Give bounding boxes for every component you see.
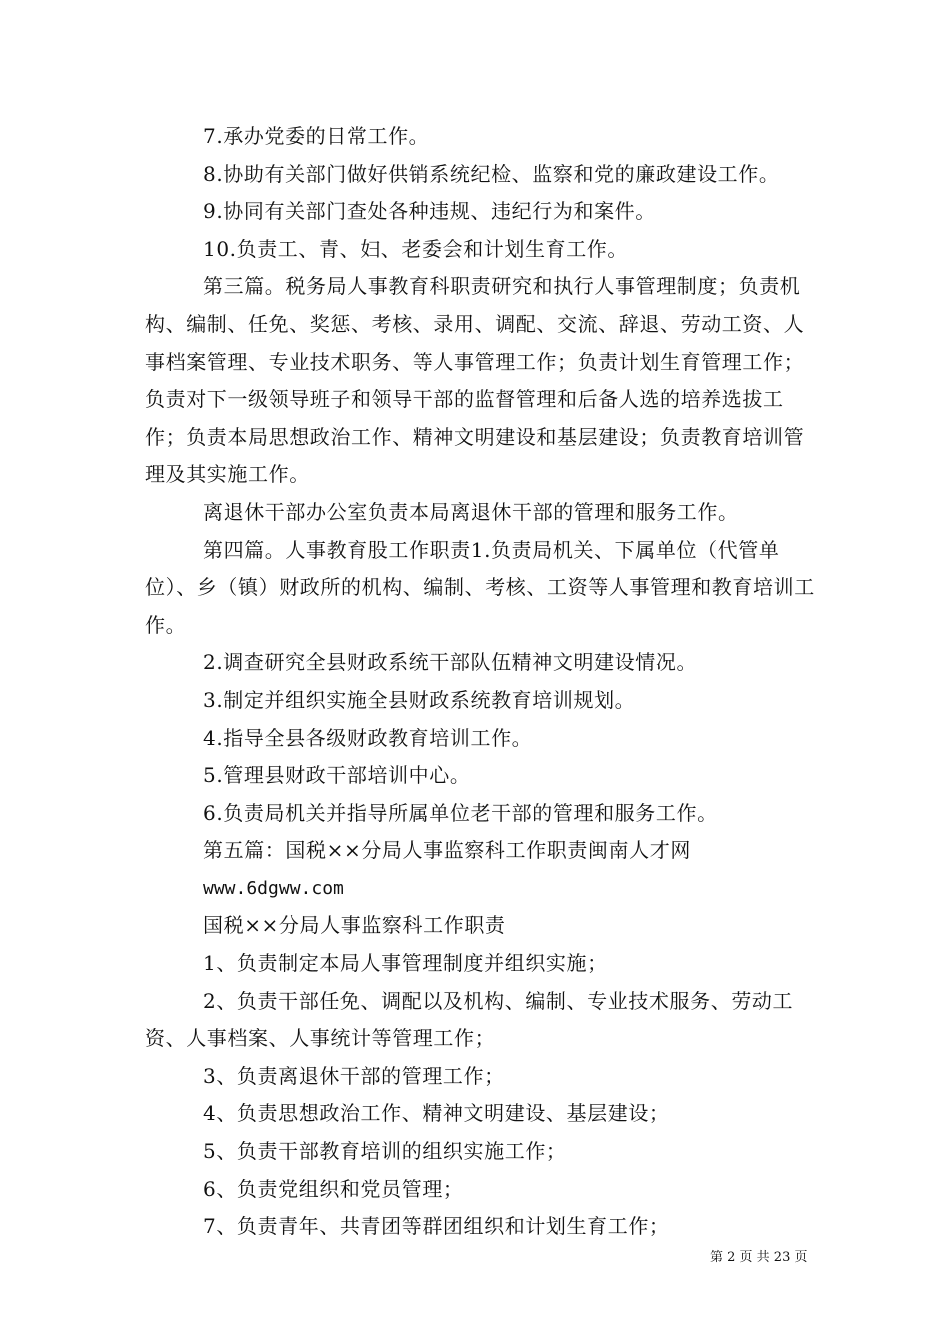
page-number-footer: 第 2 页 共 23 页 bbox=[710, 1250, 808, 1265]
paragraph-s5-item-7: 7、负责青年、共青团等群团组织和计划生育工作； bbox=[203, 1214, 670, 1239]
paragraph-s5-item-5: 5、负责干部教育培训的组织实施工作； bbox=[203, 1139, 567, 1164]
paragraph-section-3: 第三篇。税务局人事教育科职责研究和执行人事管理制度；负责机构、编制、任免、奖惩、考核、录用、调配、交流、辞退、劳动工资、人事档案管理、专业技术职务、等人事管理工作；负责计划生育管理工作；负责对下一级领导班子和领导干部的监督管理和后备人选的培养选拔工作；负责本局思想政治工作、精神文明建设和基层建设；负责教育培训管理及其实施工作。 bbox=[145, 274, 805, 487]
paragraph-section-4: 第四篇。人事教育股工作职责1.负责局机关、下属单位（代管单位）、乡（镇）财政所的机构、编制、考核、工资等人事管理和教育培训工作。 bbox=[145, 537, 815, 637]
paragraph-s5-item-3: 3、负责离退休干部的管理工作； bbox=[203, 1063, 505, 1088]
paragraph-s4-item-6: 6.负责局机关并指导所属单位老干部的管理和服务工作。 bbox=[203, 800, 718, 825]
paragraph-s5-item-6: 6、负责党组织和党员管理； bbox=[203, 1176, 464, 1201]
paragraph-s4-item-3: 3.制定并组织实施全县财政系统教育培训规划。 bbox=[203, 687, 636, 712]
paragraph-s4-item-5: 5.管理县财政干部培训中心。 bbox=[203, 763, 471, 788]
paragraph-item-9: 9.协同有关部门查处各种违规、违纪行为和案件。 bbox=[203, 199, 656, 224]
paragraph-s5-title: 国税××分局人事监察科工作职责 bbox=[203, 913, 506, 938]
paragraph-s4-item-2: 2.调查研究全县财政系统干部队伍精神文明建设情况。 bbox=[203, 650, 698, 675]
paragraph-s4-item-4: 4.指导全县各级财政教育培训工作。 bbox=[203, 725, 533, 750]
paragraph-item-10: 10.负责工、青、妇、老委会和计划生育工作。 bbox=[203, 236, 629, 261]
paragraph-s5-item-4: 4、负责思想政治工作、精神文明建设、基层建设； bbox=[203, 1101, 670, 1126]
website-url: www.6dgww.com bbox=[203, 877, 344, 899]
paragraph-s5-item-1: 1、负责制定本局人事管理制度并组织实施； bbox=[203, 951, 608, 976]
paragraph-s5-item-2: 2、负责干部任免、调配以及机构、编制、专业技术服务、劳动工资、人事档案、人事统计等管理工作； bbox=[145, 988, 794, 1051]
paragraph-item-7: 7.承办党委的日常工作。 bbox=[203, 124, 430, 148]
paragraph-item-8: 8.协助有关部门做好供销系统纪检、监察和党的廉政建设工作。 bbox=[203, 161, 780, 186]
paragraph-section-5: 第五篇：国税××分局人事监察科工作职责闽南人才网 bbox=[203, 838, 691, 863]
document-body bbox=[145, 118, 817, 1246]
paragraph-retiree-office: 离退休干部办公室负责本局离退休干部的管理和服务工作。 bbox=[203, 499, 739, 524]
